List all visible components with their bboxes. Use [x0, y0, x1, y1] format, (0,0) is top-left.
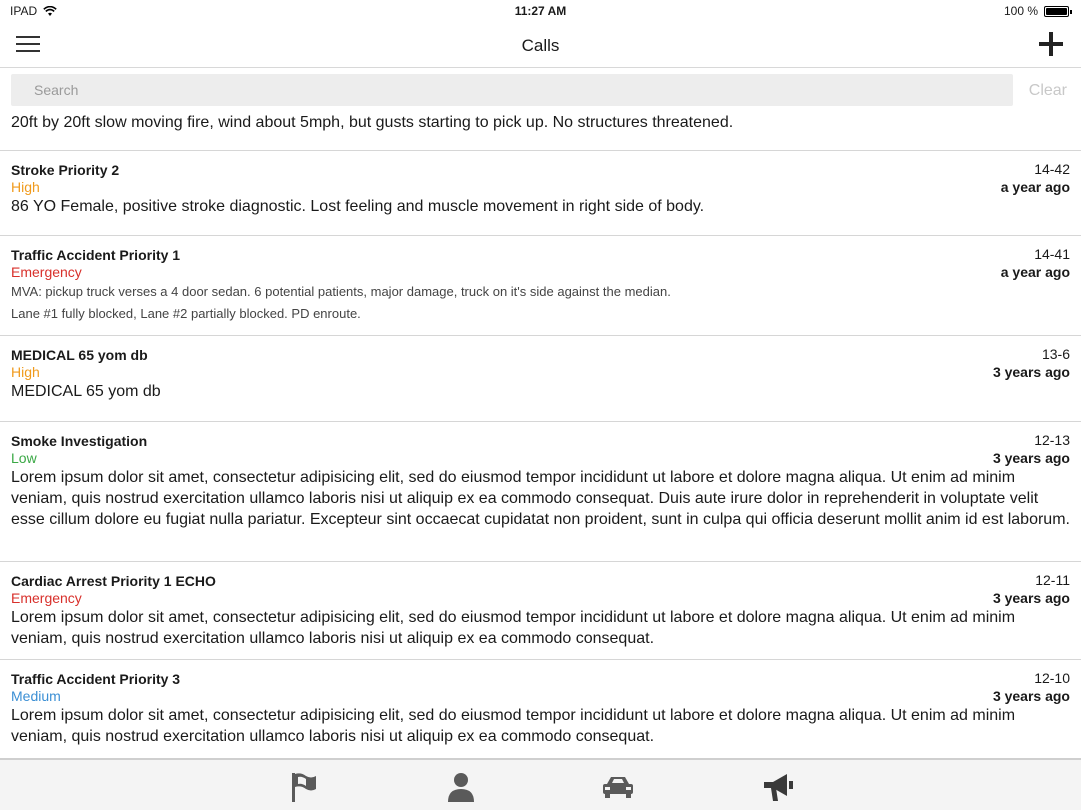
clear-button[interactable]: Clear [1028, 82, 1067, 99]
battery-icon [1044, 6, 1069, 17]
call-title: Traffic Accident Priority 1 [11, 247, 181, 263]
list-item[interactable] [0, 660, 1081, 758]
call-age: a year ago [1000, 179, 1070, 195]
call-description: Lorem ipsum dolor sit amet, consectetur adipisicing elit, sed do eiusmod tempor incididunt ut labore et dolore magna aliqua. Ut enim ad minim veniam, quis nostrud exercitation ullamco laboris nisi ut aliquip ex ea commodo consequat. Duis aute irure dolor in reprehenderit in voluptate velit esse cillum dolore eu fugiat nulla pariatur. Excepteur sint occaecat cupidatat non proident, sunt in culpa qui officia deserunt mollit anim id est laborum. [11, 469, 1070, 528]
page-title: Calls [521, 36, 560, 55]
call-meta [993, 345, 1070, 381]
priority-label: High [11, 179, 40, 195]
call-meta [993, 669, 1070, 705]
car-icon[interactable] [601, 770, 635, 804]
priority-label: Emergency [11, 590, 82, 606]
call-age: 3 years ago [992, 590, 1070, 606]
list-item[interactable] [0, 236, 1081, 336]
priority-label: High [11, 364, 40, 380]
list-item-partial[interactable] [0, 112, 1081, 151]
call-description: 86 YO Female, positive stroke diagnostic. Lost feeling and muscle movement in right side of body. [11, 198, 705, 215]
call-description: MEDICAL 65 yom db [11, 383, 161, 400]
battery-percent: 100 % [1003, 4, 1038, 18]
plus-icon[interactable] [1037, 30, 1065, 58]
call-age: 3 years ago [992, 450, 1070, 466]
call-description: Lorem ipsum dolor sit amet, consectetur adipisicing elit, sed do eiusmod tempor incididunt ut labore et dolore magna aliqua. Ut enim ad minim veniam, quis nostrud exercitation ullamco laboris nisi ut aliquip ex ea commodo consequat. [11, 707, 1016, 745]
list-item[interactable] [0, 151, 1081, 236]
battery-status [1004, 4, 1069, 18]
call-number: 14-42 [1034, 161, 1070, 177]
call-description-line2: Lane #1 fully blocked, Lane #2 partially blocked. PD enroute. [11, 306, 361, 321]
search-input[interactable] [11, 74, 1013, 106]
call-meta [1001, 160, 1070, 196]
call-age: 3 years ago [992, 688, 1070, 704]
call-number: 13-6 [1041, 346, 1070, 362]
call-title: Stroke Priority 2 [11, 162, 120, 178]
nav-bar [0, 22, 1081, 68]
flag-icon[interactable] [286, 770, 320, 804]
call-number: 12-13 [1034, 432, 1070, 448]
call-title: MEDICAL 65 yom db [11, 347, 148, 363]
carrier-label: IPAD [10, 4, 38, 18]
list-item[interactable] [0, 336, 1081, 422]
call-title: Cardiac Arrest Priority 1 ECHO [11, 573, 216, 589]
call-title: Traffic Accident Priority 3 [11, 671, 181, 687]
call-number: 12-11 [1035, 572, 1070, 588]
call-title: Smoke Investigation [11, 433, 148, 449]
calls-list [0, 112, 1081, 758]
priority-label: Medium [11, 688, 61, 704]
call-age: a year ago [1000, 264, 1070, 280]
call-meta [1001, 245, 1070, 281]
call-meta [993, 571, 1070, 607]
search-bar [0, 68, 1081, 112]
call-description: Lorem ipsum dolor sit amet, consectetur adipisicing elit, sed do eiusmod tempor incididunt ut labore et dolore magna aliqua. Ut enim ad minim veniam, quis nostrud exercitation ullamco laboris nisi ut aliquip ex ea commodo consequat. [11, 609, 1016, 647]
person-icon[interactable] [444, 770, 478, 804]
call-meta [993, 431, 1070, 467]
priority-label: Low [11, 450, 37, 466]
call-description-line1: MVA: pickup truck verses a 4 door sedan. 6 potential patients, major damage, truck on it's side against the median. [11, 284, 671, 299]
list-item[interactable] [0, 422, 1081, 562]
list-item[interactable] [0, 562, 1081, 660]
call-description: 20ft by 20ft slow moving fire, wind about 5mph, but gusts starting to pick up. No structures threatened. [11, 114, 734, 131]
call-number: 14-41 [1034, 246, 1070, 262]
clock: 11:27 AM [514, 4, 567, 18]
tab-bar [0, 758, 1081, 810]
call-age: 3 years ago [992, 364, 1070, 380]
call-number: 12-10 [1034, 670, 1070, 686]
megaphone-icon[interactable] [761, 770, 795, 804]
status-bar [0, 0, 1081, 22]
priority-label: Emergency [11, 264, 82, 280]
